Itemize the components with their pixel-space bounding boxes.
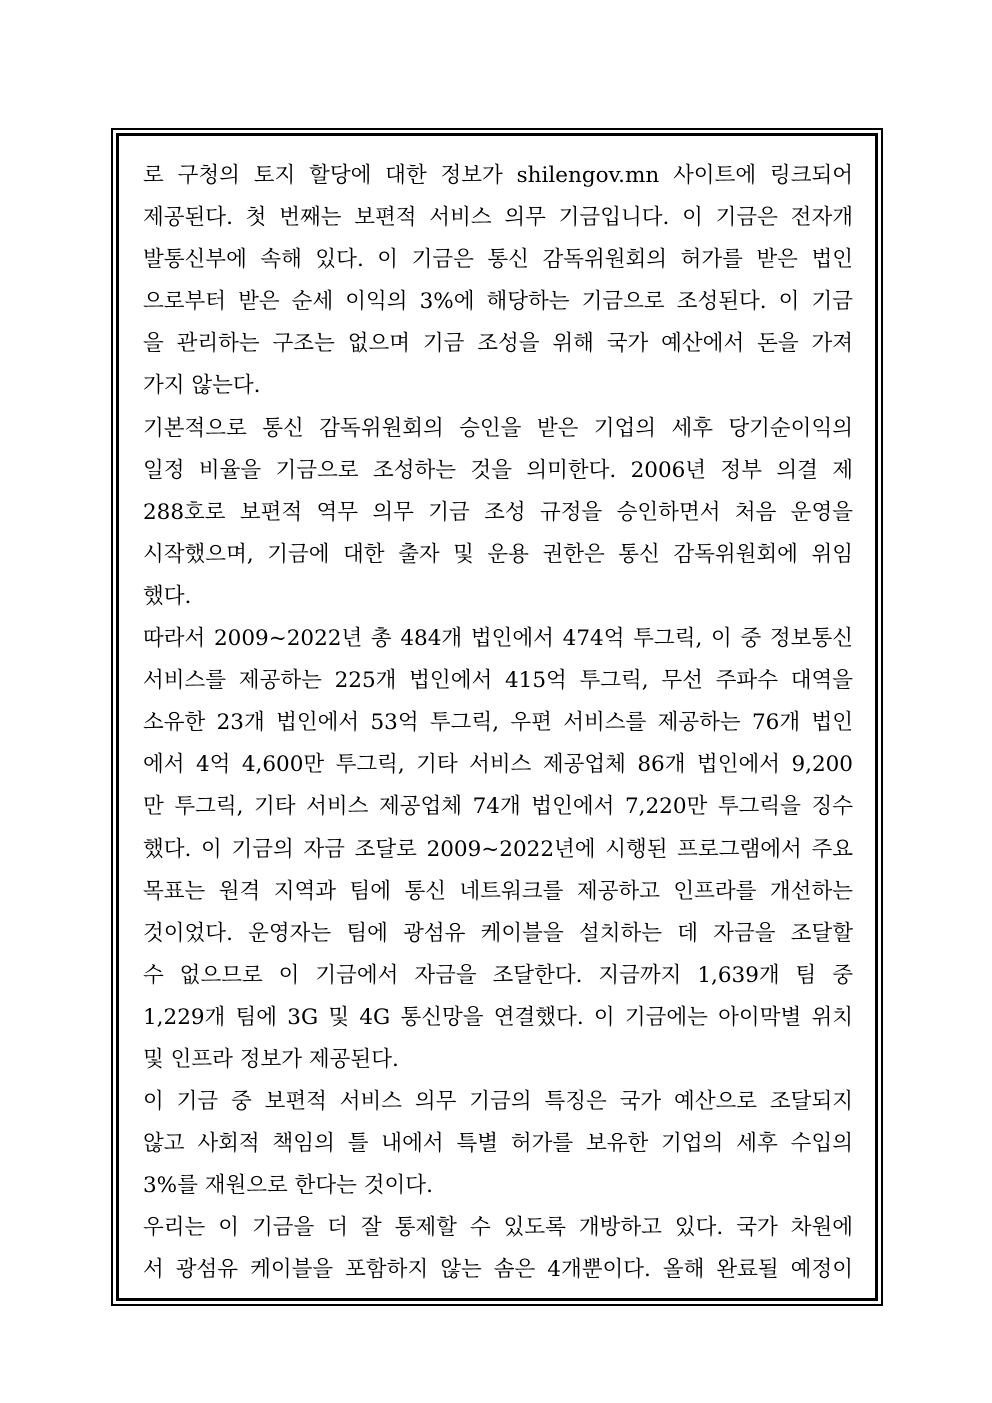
body-text-line: 일정 비율을 기금으로 조성하는 것을 의미한다. 2006년 정부 의결 제 bbox=[143, 457, 853, 483]
body-text-line: 1,229개 팀에 3G 및 4G 통신망을 연결했다. 이 기금에는 아이막별 위치 bbox=[143, 1004, 853, 1030]
body-text-line: 발통신부에 속해 있다. 이 기금은 통신 감독위원회의 허가를 받은 법인 bbox=[143, 247, 853, 273]
body-text-line: 목표는 원격 지역과 팀에 통신 네트워크를 제공하고 인프라를 개선하는 bbox=[143, 878, 853, 904]
body-text-line: 것이었다. 운영자는 팀에 광섬유 케이블을 설치하는 데 자금을 조달할 bbox=[143, 920, 853, 946]
body-text-line: 가지 않는다. bbox=[143, 373, 261, 399]
body-text-line: 수 없으므로 이 기금에서 자금을 조달한다. 지금까지 1,639개 팀 중 bbox=[143, 962, 853, 988]
body-text-line: 소유한 23개 법인에서 53억 투그릭, 우편 서비스를 제공하는 76개 법인 bbox=[143, 710, 853, 736]
body-text-line: 로 구청의 토지 할당에 대한 정보가 shilengov.mn 사이트에 링크되어 bbox=[143, 163, 853, 188]
body-text-line: 않고 사회적 책임의 틀 내에서 특별 허가를 보유한 기업의 세후 수입의 bbox=[143, 1131, 853, 1157]
body-text-line: 을 관리하는 구조는 없으며 기금 조성을 위해 국가 예산에서 돈을 가져 bbox=[143, 331, 853, 357]
body-text-line: 에서 4억 4,600만 투그릭, 기타 서비스 제공업체 86개 법인에서 9,200 bbox=[143, 752, 853, 778]
body-text-line: 시작했으며, 기금에 대한 출자 및 운용 권한은 통신 감독위원회에 위임 bbox=[143, 541, 853, 567]
document-body bbox=[143, 155, 853, 1292]
body-text-line: 했다. 이 기금의 자금 조달로 2009~2022년에 시행된 프로그램에서 주요 bbox=[143, 836, 853, 862]
body-text-line: 따라서 2009~2022년 총 484개 법인에서 474억 투그릭, 이 중 정보통신 bbox=[143, 626, 853, 652]
body-text-line: 했다. bbox=[143, 583, 192, 609]
body-text-line: 우리는 이 기금을 더 잘 통제할 수 있도록 개방하고 있다. 국가 차원에 bbox=[143, 1215, 853, 1241]
body-text-line: 기본적으로 통신 감독위원회의 승인을 받은 기업의 세후 당기순이익의 bbox=[143, 415, 853, 441]
body-text-line: 으로부터 받은 순세 이익의 3%에 해당하는 기금으로 조성된다. 이 기금 bbox=[143, 289, 853, 315]
body-text-line: 서비스를 제공하는 225개 법인에서 415억 투그릭, 무선 주파수 대역을 bbox=[143, 668, 853, 694]
body-text-line: 서 광섬유 케이블을 포함하지 않는 솜은 4개뿐이다. 올해 완료될 예정이 bbox=[143, 1257, 853, 1283]
body-text-line: 및 인프라 정보가 제공된다. bbox=[143, 1046, 399, 1072]
body-text-line: 이 기금 중 보편적 서비스 의무 기금의 특징은 국가 예산으로 조달되지 bbox=[143, 1089, 853, 1115]
body-text-line: 3%를 재원으로 한다는 것이다. bbox=[143, 1173, 433, 1199]
body-text-line: 제공된다. 첫 번째는 보편적 서비스 의무 기금입니다. 이 기금은 전자개 bbox=[143, 205, 853, 231]
body-text-line: 만 투그릭, 기타 서비스 제공업체 74개 법인에서 7,220만 투그릭을 징수 bbox=[143, 794, 853, 820]
body-text-line: 288호로 보편적 역무 의무 기금 조성 규정을 승인하면서 처음 운영을 bbox=[143, 499, 853, 525]
